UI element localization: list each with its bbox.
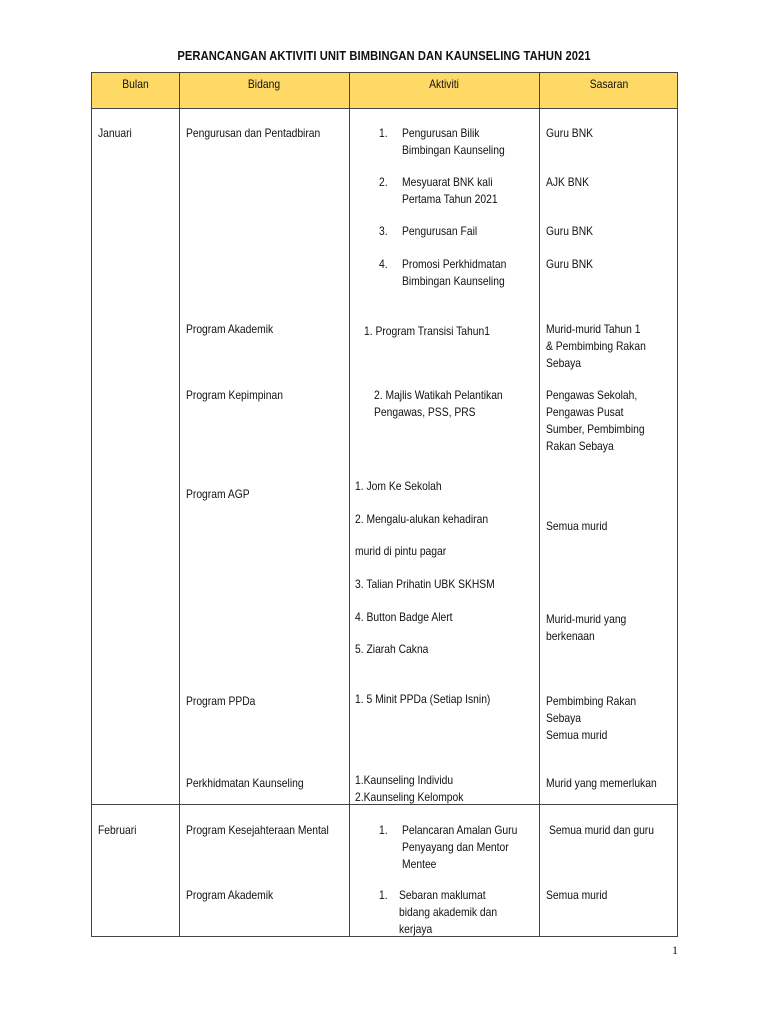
header-aktiviti: Aktiviti [429, 77, 459, 91]
aktiviti-item: 5. Ziarah Cakna [355, 642, 429, 656]
sasaran-item: AJK BNK [546, 175, 590, 189]
item-number: 3. [379, 224, 388, 238]
aktiviti-item: 1. 5 Minit PPDa (Setiap Isnin) [355, 692, 491, 706]
item-number: 1. [379, 126, 388, 140]
month-februari: Februari [98, 823, 137, 837]
sasaran-item: Murid-murid Tahun 1 & Pembimbing Rakan Sebaya [546, 322, 646, 370]
sasaran-item: Murid-murid yang berkenaan [546, 612, 627, 643]
bidang-agp: Program AGP [186, 487, 250, 501]
sasaran-item: Guru BNK [546, 257, 594, 271]
aktiviti-item: Promosi Perkhidmatan Bimbingan Kaunseling [402, 257, 507, 288]
sasaran-item: Semua murid dan guru [549, 823, 654, 837]
activity-table [91, 72, 678, 937]
item-number: 4. [379, 257, 388, 271]
item-number: 1. [379, 888, 388, 902]
column-divider [179, 73, 180, 936]
bidang-kesejahteraan: Program Kesejahteraan Mental [186, 823, 329, 837]
bidang-ppda: Program PPDa [186, 694, 256, 708]
aktiviti-item: 1.Kaunseling Individu 2.Kaunseling Kelompok [355, 773, 464, 804]
aktiviti-item: 1. Jom Ke Sekolah [355, 479, 442, 493]
bidang-kaunseling: Perkhidmatan Kaunseling [186, 776, 304, 790]
aktiviti-item: 2. Mengalu-alukan kehadiran [355, 512, 489, 526]
aktiviti-item: Pengurusan Fail [402, 224, 478, 238]
aktiviti-item: 1. Program Transisi Tahun1 [364, 324, 491, 338]
aktiviti-item: 2. Majlis Watikah Pelantikan Pengawas, PSS, PRS [374, 388, 503, 419]
sasaran-item: Semua murid [546, 519, 608, 533]
bidang-akademik: Program Akademik [186, 322, 274, 336]
sasaran-item: Semua murid [546, 888, 608, 902]
header-bulan: Bulan [122, 77, 149, 91]
aktiviti-item: 4. Button Badge Alert [355, 610, 453, 624]
document-title: PERANCANGAN AKTIVITI UNIT BIMBINGAN DAN KAUNSELING TAHUN 2021 [177, 48, 591, 63]
aktiviti-item: 3. Talian Prihatin UBK SKHSM [355, 577, 495, 591]
column-divider [349, 73, 350, 936]
aktiviti-item: murid di pintu pagar [355, 544, 447, 558]
header-sasaran: Sasaran [589, 77, 629, 91]
page-number: 1 [672, 943, 678, 957]
bidang-akademik-feb: Program Akademik [186, 888, 274, 902]
sasaran-item: Murid yang memerlukan [546, 776, 657, 790]
sasaran-item: Pembimbing Rakan Sebaya Semua murid [546, 694, 637, 742]
item-number: 1. [379, 823, 388, 837]
header-bidang: Bidang [247, 77, 281, 91]
sasaran-item: Pengawas Sekolah, Pengawas Pusat Sumber, Pembimbing Rakan Sebaya [546, 388, 645, 453]
column-divider [539, 73, 540, 936]
aktiviti-item: Pelancaran Amalan Guru Penyayang dan Mentor Mentee [402, 823, 518, 871]
aktiviti-item: Mesyuarat BNK kali Pertama Tahun 2021 [402, 175, 498, 206]
aktiviti-item: Sebaran maklumat bidang akademik dan kerjaya [399, 888, 498, 936]
sasaran-item: Guru BNK [546, 126, 594, 140]
item-number: 2. [379, 175, 388, 189]
bidang-kepimpinan: Program Kepimpinan [186, 388, 283, 402]
bidang-pengurusan: Pengurusan dan Pentadbiran [186, 126, 321, 140]
sasaran-item: Guru BNK [546, 224, 594, 238]
aktiviti-item: Pengurusan Bilik Bimbingan Kaunseling [402, 126, 505, 157]
month-januari: Januari [98, 126, 132, 140]
